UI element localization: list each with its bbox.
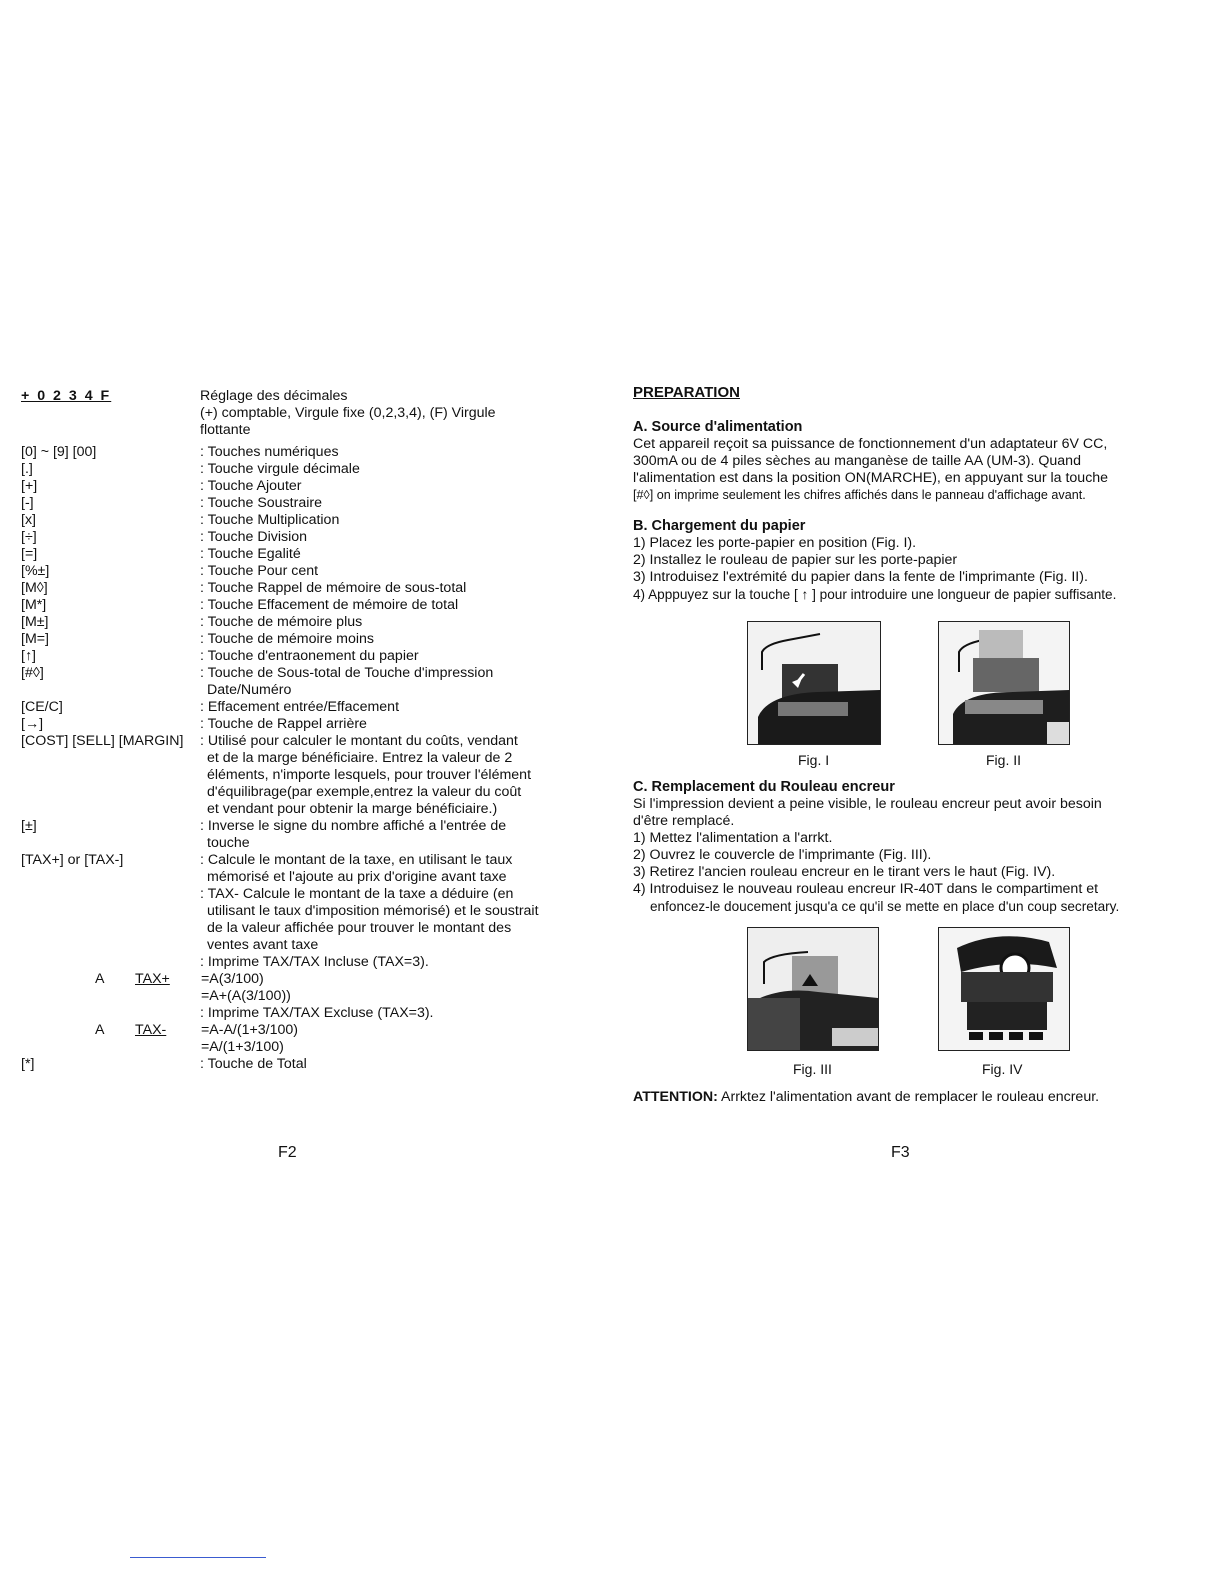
decimal-selector-key: + 0 2 3 4 F xyxy=(21,388,112,404)
fig-1-image xyxy=(747,621,881,745)
key-description: : Imprime TAX/TAX Incluse (TAX=3). xyxy=(200,954,429,970)
decimal-setting-row xyxy=(21,388,591,439)
key-description: : Utilisé pour calculer le montant du coûts, vendant et de la marge bénéficiaire. Entrez la valeur de 2 éléments, n'importe lesquels, pour trouver l'élément d'équilibrage(par exemple,entrez la valeur du coût et vendant pour obtenir la marge bénéficiaire.) xyxy=(200,733,532,817)
key-description: : Touche Pour cent xyxy=(200,563,319,579)
key-label: [TAX+] or [TAX-] xyxy=(21,852,124,868)
key-row xyxy=(21,665,591,699)
key-label: [M*] xyxy=(21,597,47,613)
fig-2-image xyxy=(938,621,1070,745)
key-description: : Touches numériques xyxy=(200,444,339,460)
key-row xyxy=(21,733,591,818)
page-number: F2 xyxy=(278,1144,297,1161)
key-row xyxy=(21,563,591,580)
key-description: : Touche de mémoire moins xyxy=(200,631,375,647)
key-label: [0] ~ [9] [00] xyxy=(21,444,97,460)
fig-1-caption: Fig. I xyxy=(798,752,830,768)
key-description: : Touche Multiplication xyxy=(200,512,340,528)
section-b-list: 1) Placez les porte-papier en position (Fig. I). 2) Installez le rouleau de papier sur les porte-papier 3) Introduisez l'extrémité du papier dans la fente de l'imprimante (Fig. II). 4) Apppuyez sur la touche [ ↑ ] pour introduire une longueur de papier suffisante. xyxy=(633,535,1117,602)
key-row xyxy=(21,495,591,512)
key-row xyxy=(21,614,591,631)
key-label: [x] xyxy=(21,512,36,528)
page-number: F3 xyxy=(891,1144,910,1161)
key-description: : Touche de Rappel arrière xyxy=(200,716,367,732)
key-label: [.] xyxy=(21,461,33,477)
fig-3-image xyxy=(747,927,879,1051)
key-label xyxy=(21,886,200,954)
fig-2-caption: Fig. II xyxy=(986,752,1022,768)
key-description: : Touche Soustraire xyxy=(200,495,322,511)
key-row xyxy=(21,597,591,614)
key-row xyxy=(21,461,591,478)
key-label: [±] xyxy=(21,818,37,834)
key-label: [÷] xyxy=(21,529,37,545)
preparation-title: PREPARATION xyxy=(633,384,740,401)
key-row xyxy=(21,444,591,461)
key-row xyxy=(21,716,591,733)
right-page xyxy=(612,0,1224,1584)
key-label: [M◊] xyxy=(21,580,48,596)
tax-excl-formula: A TAX- =A-A/(1+3/100) xyxy=(95,1022,299,1038)
key-label: [M=] xyxy=(21,631,49,647)
key-row xyxy=(21,886,591,954)
key-row xyxy=(21,648,591,665)
section-a-text: Cet appareil reçoit sa puissance de fonctionnement d'un adaptateur 6V CC, 300mA ou de 4 piles sèches au manganèse de taille AA (UM-3). Quand l'alimentation est dans la position ON(MARCHE), en appuyant sur la touche [#◊] on imprime seulement les chifres affichés dans le panneau d'affichage avant. xyxy=(633,436,1109,502)
section-a-title: A. Source d'alimentation xyxy=(633,419,803,435)
key-label: [CE/C] xyxy=(21,699,63,715)
key-row xyxy=(21,580,591,597)
key-label: [↑] xyxy=(21,648,36,664)
key-row xyxy=(21,512,591,529)
key-rows xyxy=(21,444,591,971)
key-description: : TAX- Calcule le montant de la taxe a déduire (en utilisant le taux d'imposition mémorisé) et le soustrait de la valeur affichée pour trouver le montant des ventes avant taxe xyxy=(200,886,539,953)
key-description: : Touche Division xyxy=(200,529,308,545)
key-label: [COST] [SELL] [MARGIN] xyxy=(21,733,184,749)
fig-4-image xyxy=(938,927,1070,1051)
figures-row-2 xyxy=(633,927,1193,1097)
preparation-column xyxy=(633,384,1193,1106)
section-c-text: Si l'impression devient a peine visible, le rouleau encreur peut avoir besoin d'être remplacé. 1) Mettez l'alimentation a l'arrkt. 2) Ouvrez le couvercle de l'imprimante (Fig. III). 3) Retirez l'ancien rouleau encreur en le tirant vers le haut (Fig. IV). 4) Introduisez le nouveau rouleau encreur IR-40T dans le compartiment et enfoncez-le doucement jusqu'a ce qu'il se mette en place d'un coup secretary. xyxy=(633,796,1120,914)
key-row xyxy=(21,529,591,546)
tax-incl-formula: A TAX+ =A(3/100) xyxy=(95,971,264,987)
key-description: : Touche de mémoire plus xyxy=(200,614,363,630)
figures-row-1 xyxy=(633,621,1193,771)
key-label: [+] xyxy=(21,478,38,494)
key-label: [M±] xyxy=(21,614,49,630)
key-description: : Inverse le signe du nombre affiché a l'entrée de touche xyxy=(200,818,507,851)
section-c-title: C. Remplacement du Rouleau encreur xyxy=(633,779,895,795)
key-description: : Touche Ajouter xyxy=(200,478,302,494)
tax-excl-row: : Imprime TAX/TAX Excluse (TAX=3). xyxy=(200,1005,434,1021)
key-row xyxy=(21,818,591,852)
bottom-rule xyxy=(130,1557,266,1558)
key-label xyxy=(21,954,200,971)
key-description: : Touche Rappel de mémoire de sous-total xyxy=(200,580,467,596)
section-b-title: B. Chargement du papier xyxy=(633,518,806,534)
key-description: : Effacement entrée/Effacement xyxy=(200,699,400,715)
key-label: [→] xyxy=(21,716,44,732)
key-row xyxy=(21,631,591,648)
key-row xyxy=(21,852,591,886)
key-label: [#◊] xyxy=(21,665,44,681)
key-description: : Touche Effacement de mémoire de total xyxy=(200,597,459,613)
fig-3-caption: Fig. III xyxy=(793,1061,832,1077)
key-row xyxy=(21,546,591,563)
attention-label: ATTENTION: xyxy=(633,1089,718,1105)
key-description: : Calcule le montant de la taxe, en utilisant le taux mémorisé et l'ajoute au prix d'origine avant taxe xyxy=(200,852,513,885)
key-row xyxy=(21,699,591,716)
key-label: [%±] xyxy=(21,563,50,579)
key-table: + 0 2 3 4 F Réglage des décimales (+) comptable, Virgule fixe (0,2,3,4), (F) Virgule flottante [0] ~ [9] [00] : Touches numériques [.] : Touche virgule décimale [+] : Touche Ajouter [-] : Touche Soustraire [x] : Touche Multiplication [÷] : Touche Division [=] : Touche Egalité [%±] : Touche Pour cent [M◊] : Touche Rappel de mémoire de sous-total [M*] : Touche Effacement de mémoire de total [M±] : Touche de mémoire plus [M=] : Touche de mémoire moins [↑] : Touche d'entraonement du papier [#◊] : Touche de Sous-total de Touche d'impression Date/Numéro [CE/C] : Effacement entrée/Effacement [→] : Touche de Rappel arrière [COST] [SELL] [MARGIN] : Utilisé pour calculer le montant du coûts, vendant et de la marge bénéficiaire. Entrez la valeur de 2 éléments, n'importe lesquels, pour trouver l'élément d'équilibrage(par exemple,entrez la valeur du coût et vendant pour obtenir la marge bénéficiaire.) [±] : Inverse le signe du nombre affiché a l'entrée de touche [TAX+] or [TAX-] : Calcule le montant de la taxe, en utilisant le taux mémorisé et l'ajoute au prix d'origine avant taxe : TAX- Calcule le montant de la taxe a déduire (en utilisant le taux d'imposition mémorisé) et le soustrait de la valeur affichée pour trouver le montant des ventes avant taxe : Imprime TAX/TAX Incluse (TAX=3). A TAX+ =A(3/100) =A+(A(3/100)) : Imprime TAX/TAX Excluse (TAX=3). A TAX- =A-A/(1+3/100) =A/(1+3/100) [*] : Touche de Total xyxy=(21,388,591,1073)
key-row xyxy=(21,954,591,971)
fig-4-caption: Fig. IV xyxy=(982,1061,1023,1077)
total-key-row: [*] : Touche de Total xyxy=(21,1056,307,1072)
decimal-setting-desc: Réglage des décimales (+) comptable, Virgule fixe (0,2,3,4), (F) Virgule flottante xyxy=(200,388,496,438)
key-label: [-] xyxy=(21,495,34,511)
key-description: : Touche virgule décimale xyxy=(200,461,360,477)
key-label: [=] xyxy=(21,546,38,562)
key-description: : Touche Egalité xyxy=(200,546,301,562)
key-description: : Touche de Sous-total de Touche d'impression Date/Numéro xyxy=(200,665,494,698)
key-description: : Touche d'entraonement du papier xyxy=(200,648,419,664)
key-row xyxy=(21,478,591,495)
attention-text: Arrktez l'alimentation avant de remplacer le rouleau encreur. xyxy=(717,1089,1100,1105)
